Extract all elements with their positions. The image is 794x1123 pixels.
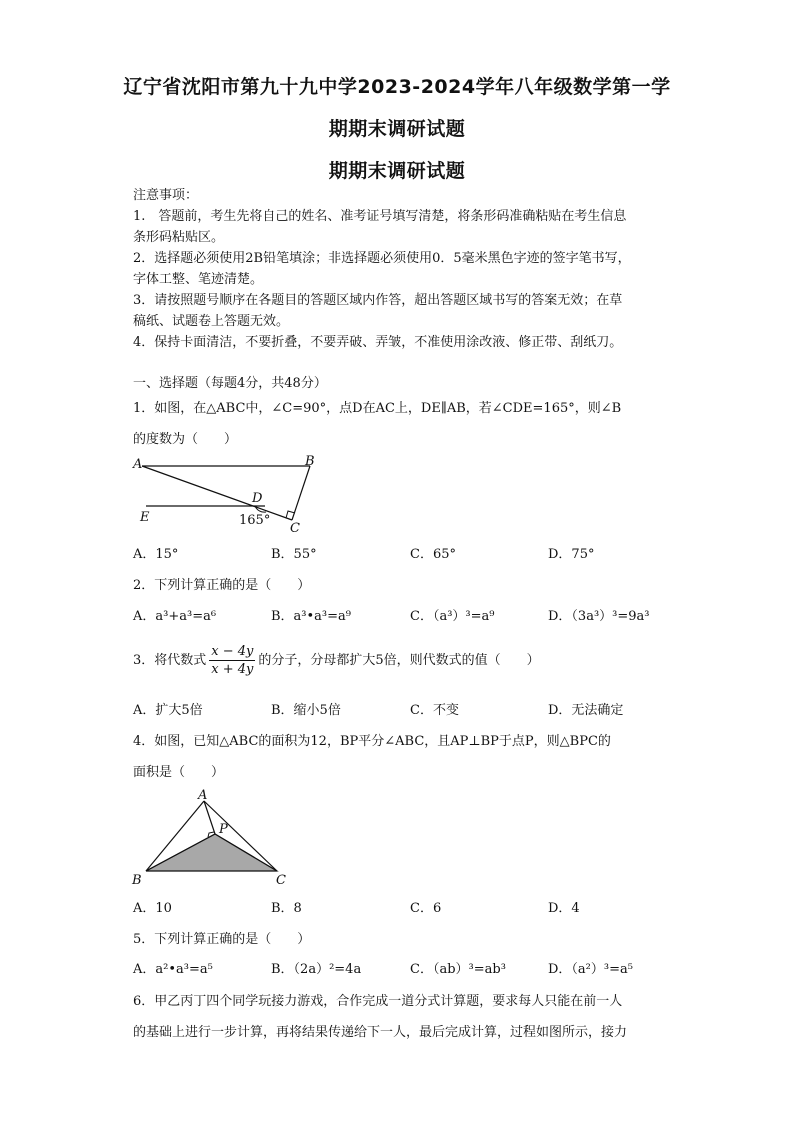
notice-line: 3．请按照题号顺序在各题目的答题区域内作答，超出答题区域书写的答案无效；在草	[133, 293, 623, 308]
q4-option-d[interactable]: D．4	[548, 901, 580, 916]
notice-line: 4．保持卡面清洁，不要折叠，不要弄破、弄皱，不准使用涂改液、修正带、刮纸刀。	[133, 335, 623, 350]
q6-stem: 的基础上进行一步计算，再将结果传递给下一人，最后完成计算，过程如图所示，接力	[133, 1025, 628, 1040]
q3-option-d[interactable]: D．无法确定	[548, 703, 624, 718]
q2-option-a[interactable]: A．a³+a³=a⁶	[133, 609, 217, 624]
q2-option-b[interactable]: B．a³•a³=a⁹	[271, 609, 351, 624]
q4-stem: 面积是（ ）	[133, 765, 225, 780]
notice-line: 1. 答题前，考生先将自己的姓名、准考证号填写清楚，将条形码准确粘贴在考生信息	[133, 209, 627, 224]
notice-line: 字体工整、笔迹清楚。	[133, 272, 264, 287]
notice-line: 稿纸、试题卷上答题无效。	[133, 314, 290, 329]
segment-bc	[292, 466, 310, 520]
q3-option-b[interactable]: B．缩小5倍	[271, 703, 341, 718]
q3-stem-post: 的分子，分母都扩大5倍，则代数式的值（ ）	[258, 653, 540, 668]
q5-option-c[interactable]: C．（ab）³=ab³	[410, 962, 506, 977]
label-a: A	[198, 788, 208, 803]
q5-option-a[interactable]: A．a²•a³=a⁵	[133, 962, 213, 977]
q4-figure	[130, 788, 295, 888]
segment-ac	[142, 466, 292, 520]
label-b: B	[132, 873, 142, 888]
fraction-denominator: x + 4y	[211, 662, 254, 677]
angle-label: 165°	[239, 513, 271, 528]
q2-option-d[interactable]: D．（3a³）³=9a³	[548, 609, 650, 624]
q1-option-a[interactable]: A．15°	[133, 547, 179, 562]
notice-line: 条形码粘贴区。	[133, 230, 225, 245]
q6-stem: 6．甲乙丙丁四个同学玩接力游戏，合作完成一道分式计算题，要求每人只能在前一人	[133, 994, 623, 1009]
q5-option-d[interactable]: D．（a²）³=a⁵	[548, 962, 633, 977]
q1-option-d[interactable]: D．75°	[548, 547, 595, 562]
label-c: C	[276, 873, 286, 888]
q4-option-c[interactable]: C．6	[410, 901, 442, 916]
label-p: P	[219, 822, 228, 837]
title-line-3: 期期末调研试题	[328, 160, 466, 182]
q2-option-c[interactable]: C．（a³）³=a⁹	[410, 609, 495, 624]
label-e: E	[140, 510, 150, 525]
q2-stem: 2．下列计算正确的是（ ）	[133, 578, 311, 593]
q1-option-c[interactable]: C．65°	[410, 547, 456, 562]
q3-option-c[interactable]: C．不变	[410, 703, 459, 718]
label-c: C	[290, 521, 300, 536]
label-b: B	[305, 454, 315, 469]
label-a: A	[133, 457, 143, 472]
q1-stem: 1．如图，在△ABC中，∠C=90°，点D在AC上，DE∥AB，若∠CDE=165°，则∠B	[133, 401, 622, 416]
q4-stem: 4．如图，已知△ABC的面积为12，BP平分∠ABC，且AP⊥BP于点P，则△BPC的	[133, 734, 611, 749]
title-line-2: 期期末调研试题	[328, 118, 466, 140]
label-d: D	[252, 491, 263, 506]
q5-stem: 5．下列计算正确的是（ ）	[133, 932, 311, 947]
q3-option-a[interactable]: A．扩大5倍	[133, 703, 203, 718]
q1-figure	[130, 452, 330, 536]
q3-stem-pre: 3．将代数式	[133, 653, 207, 668]
notice-line: 2．选择题必须使用2B铅笔填涂；非选择题必须使用0．5毫米黑色字迹的签字笔书写，	[133, 251, 631, 266]
q3-fraction	[209, 643, 255, 678]
q4-option-a[interactable]: A．10	[133, 901, 172, 916]
q1-stem: 的度数为（ ）	[133, 432, 238, 447]
section-heading: 一、选择题（每题4分，共48分）	[133, 376, 327, 391]
q3-stem	[133, 643, 540, 678]
title-line-1: 辽宁省沈阳市第九十九中学2023-2024学年八年级数学第一学	[123, 76, 671, 98]
fraction-numerator: x − 4y	[211, 644, 254, 659]
q4-option-b[interactable]: B．8	[271, 901, 302, 916]
q5-option-b[interactable]: B．（2a）²=4a	[271, 962, 362, 977]
notice-heading: 注意事项：	[133, 188, 199, 203]
q1-option-b[interactable]: B．55°	[271, 547, 317, 562]
